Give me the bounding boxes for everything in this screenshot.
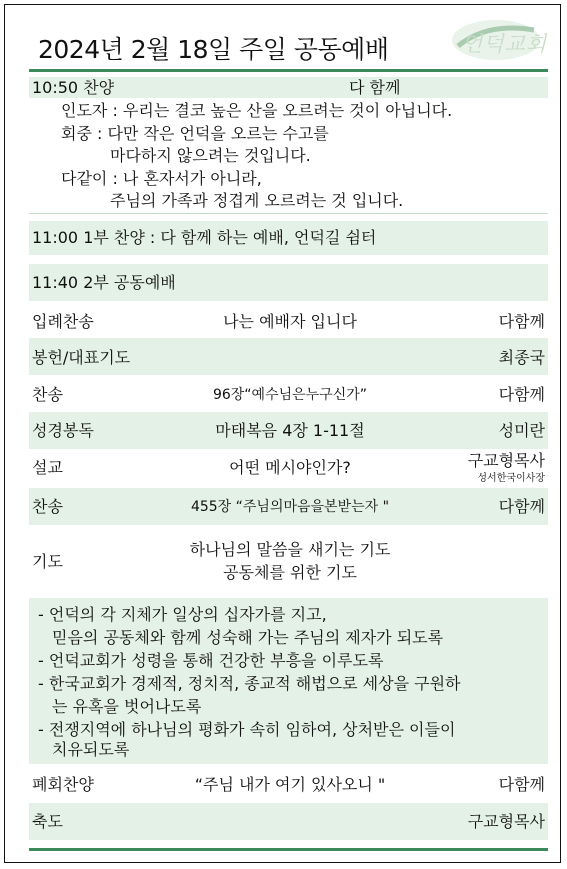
order-content: 455장 “주님의마음을본받는자 " — [190, 499, 390, 515]
responsive-line: 다같이 : 나 혼자서가 아니라, — [61, 169, 262, 188]
prayer-item: - 한국교회가 경제적, 정치적, 종교적 해법으로 세상을 구원하 — [38, 674, 461, 693]
page-title: 2024년 2월 18일 주일 공동예배 — [38, 35, 389, 64]
order-person: 다함께 — [498, 385, 545, 404]
order-content: 어떤 메시야인가? — [229, 458, 351, 477]
second-service-label: 11:40 2부 공동예배 — [32, 273, 176, 292]
order-person: 다함께 — [498, 312, 545, 331]
divider — [29, 213, 548, 214]
order-content: 96장“예수님은누구신가” — [212, 387, 368, 403]
prayer-item: 믿음의 공동체와 함께 성숙해 가는 주님의 제자가 되도록 — [52, 628, 444, 647]
prayer-item: 치유되도록 — [52, 740, 130, 759]
order-content: 나는 예배자 입니다 — [223, 312, 357, 331]
order-label: 봉헌/대표기도 — [32, 348, 131, 367]
opening-time: 10:50 찬양 — [32, 78, 115, 97]
preacher-title: 성서한국이사장 — [477, 473, 545, 484]
order-label: 설교 — [32, 458, 63, 477]
first-service-label: 11:00 1부 찬양 : 다 함께 하는 예배, 언덕길 쉼터 — [32, 228, 377, 247]
order-person: 최종국 — [498, 348, 545, 367]
order-label: 성경봉독 — [32, 421, 94, 440]
church-logo-text: 언덕교회 — [462, 32, 548, 56]
order-content: 하나님의 말씀을 새기는 기도 — [189, 540, 391, 559]
responsive-line: 인도자 : 우리는 결코 높은 산을 오르려는 것이 아닙니다. — [61, 101, 453, 120]
closing-label: 축도 — [32, 812, 63, 831]
order-label: 찬송 — [32, 497, 63, 516]
header-rule — [29, 69, 548, 72]
prayer-item: 는 유혹을 벗어나도록 — [52, 697, 202, 716]
order-content-2: 공동체를 위한 기도 — [223, 563, 357, 582]
order-person: 성미란 — [498, 421, 545, 440]
order-label: 입례찬송 — [32, 312, 94, 331]
opening-leader: 다 함께 — [349, 78, 401, 97]
prayer-item: - 전쟁지역에 하나님의 평화가 속히 임하여, 상처받은 이들이 — [38, 720, 456, 739]
responsive-line: 마다하지 않으려는 것입니다. — [110, 146, 311, 165]
order-content: 마태복음 4장 1-11절 — [215, 421, 365, 440]
closing-label: 폐회찬양 — [32, 775, 94, 794]
responsive-line: 회중 : 다만 작은 언덕을 오르는 수고를 — [61, 124, 329, 143]
closing-content: “주님 내가 여기 있사오니 " — [194, 775, 386, 794]
prayer-item: - 언덕의 각 지체가 일상의 십자가를 지고, — [38, 605, 327, 624]
closing-person: 다함께 — [498, 775, 545, 794]
order-label: 기도 — [32, 552, 63, 571]
closing-person: 구교형목사 — [467, 812, 545, 831]
order-label: 찬송 — [32, 385, 63, 404]
responsive-line: 주님의 가족과 정겹게 오르려는 것 입니다. — [110, 191, 404, 210]
preacher-name: 구교형목사 — [467, 451, 545, 470]
order-person: 다함께 — [498, 497, 545, 516]
footer-rule — [29, 848, 548, 851]
prayer-item: - 언덕교회가 성령을 통해 건강한 부흥을 이루도록 — [38, 651, 384, 670]
